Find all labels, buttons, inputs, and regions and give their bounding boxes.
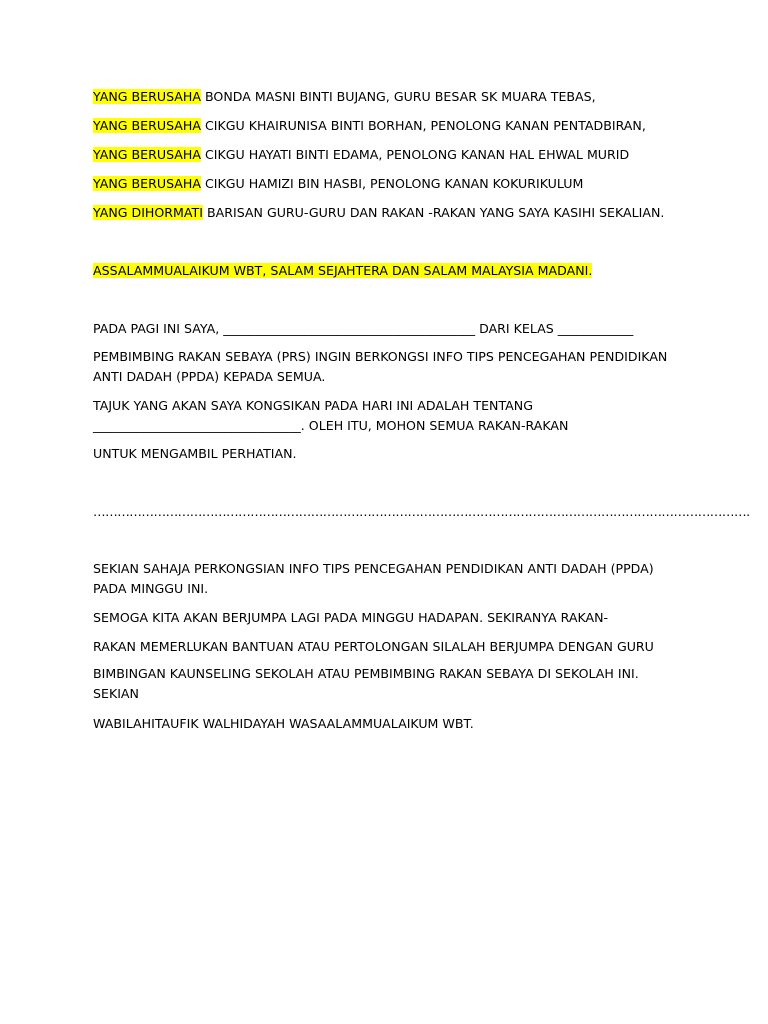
closing-paragraph: SEKIAN SAHAJA PERKONGSIAN INFO TIPS PENCEGAHAN PENDIDIKAN ANTI DADAH (PPDA) PADA MINGGU INI.	[93, 561, 654, 596]
closing-line: RAKAN MEMERLUKAN BANTUAN ATAU PERTOLONGAN SILALAH BERJUMPA DENGAN GURU	[93, 639, 654, 654]
attention-line: UNTUK MENGAMBIL PERHATIAN.	[93, 446, 297, 461]
salutation-line	[93, 118, 683, 133]
salutation-text: CIKGU KHAIRUNISA BINTI BORHAN, PENOLONG KANAN PENTADBIRAN,	[201, 118, 646, 133]
intro-paragraph: PEMBIMBING RAKAN SEBAYA (PRS) INGIN BERKONGSI INFO TIPS PENCEGAHAN PENDIDIKAN ANTI DADAH (PPDA) KEPADA SEMUA.	[93, 349, 668, 384]
salutation-highlight: YANG BERUSAHA	[93, 89, 202, 104]
salutation-line	[93, 205, 683, 220]
salutation-text: BARISAN GURU-GURU DAN RAKAN -RAKAN YANG SAYA KASIHI SEKALIAN.	[202, 205, 665, 220]
closing-line: SEMOGA KITA AKAN BERJUMPA LAGI PADA MINGGU HADAPAN. SEKIRANYA RAKAN-	[93, 610, 609, 625]
greeting-text: ASSALAMMUALAIKUM WBT, SALAM SEJAHTERA DAN SALAM MALAYSIA MADANI.	[93, 263, 593, 278]
salutation-highlight: YANG BERUSAHA	[93, 147, 202, 162]
salutation-line	[93, 147, 683, 162]
signoff-line: WABILAHITAUFIK WALHIDAYAH WASAALAMMUALAIKUM WBT.	[93, 716, 474, 731]
dotted-separator: ……………………………………………………………………………………………………………………………………………….	[93, 504, 750, 519]
closing-paragraph: BIMBINGAN KAUNSELING SEKOLAH ATAU PEMBIMBING RAKAN SEBAYA DI SEKOLAH INI. SEKIAN	[93, 666, 639, 701]
salutation-line	[93, 176, 683, 191]
intro-line: PADA PAGI INI SAYA, ________________________________________ DARI KELAS ____________	[93, 321, 634, 336]
salutation-text: CIKGU HAMIZI BIN HASBI, PENOLONG KANAN KOKURIKULUM	[201, 176, 584, 191]
topic-paragraph: TAJUK YANG AKAN SAYA KONGSIKAN PADA HARI INI ADALAH TENTANG _________________________________. OLEH ITU, MOHON SEMUA RAKAN-RAKAN	[93, 398, 569, 433]
salutation-text: BONDA MASNI BINTI BUJANG, GURU BESAR SK MUARA TEBAS,	[201, 89, 596, 104]
greeting-line	[93, 263, 683, 278]
salutation-highlight: YANG BERUSAHA	[93, 118, 202, 133]
salutation-highlight: YANG DIHORMATI	[93, 205, 203, 220]
salutation-text: CIKGU HAYATI BINTI EDAMA, PENOLONG KANAN HAL EHWAL MURID	[201, 147, 630, 162]
salutation-highlight: YANG BERUSAHA	[93, 176, 202, 191]
salutation-line	[93, 89, 683, 104]
